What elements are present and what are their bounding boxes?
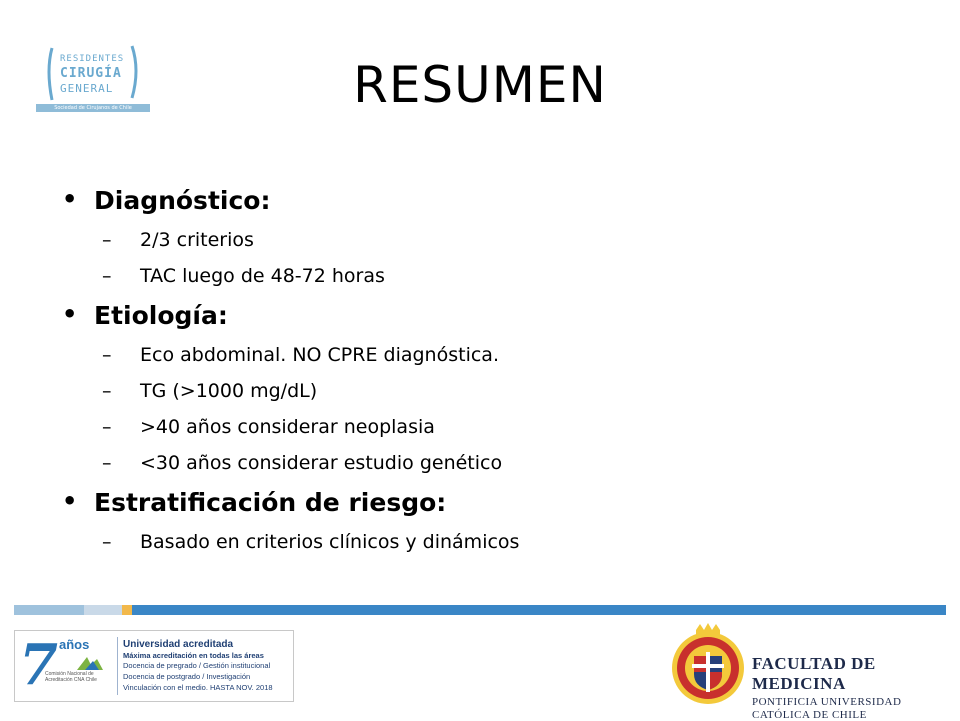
logo-line-3: GENERAL <box>60 82 114 95</box>
section-heading-text: Estratificación de riesgo: <box>94 488 447 517</box>
accreditation-line-3: Docencia de pregrado / Gestión institucional <box>123 661 271 670</box>
list-item <box>56 229 896 251</box>
university-name-block <box>752 654 960 721</box>
list-item-text: <30 años considerar estudio genético <box>140 452 503 474</box>
university-name-line-2: CATÓLICA DE CHILE <box>752 709 867 721</box>
list-item <box>56 380 896 402</box>
slide-content <box>56 172 896 553</box>
cna-logo-icon <box>75 655 105 671</box>
list-item-text: Basado en criterios clínicos y dinámicos <box>140 531 520 553</box>
list-item <box>56 452 896 474</box>
list-item <box>56 344 896 366</box>
bullet-icon: • <box>62 300 78 328</box>
section-heading-text: Etiología: <box>94 301 228 330</box>
dash-icon: – <box>102 344 112 366</box>
uc-seal-icon <box>670 622 746 710</box>
logo-line-2: CIRUGÍA <box>60 66 122 81</box>
logo-tagline: Sociedad de Cirujanos de Chile <box>54 105 132 111</box>
list-item-text: >40 años considerar neoplasia <box>140 416 435 438</box>
accreditation-line-5: Vinculación con el medio. HASTA NOV. 2018 <box>123 683 273 692</box>
accreditation-agency: Comisión Nacional de Acreditación CNA Chile <box>45 671 97 683</box>
bullet-icon: • <box>62 487 78 515</box>
footer-bar-segment <box>132 605 946 615</box>
list-item <box>56 416 896 438</box>
accreditation-line-2: Máxima acreditación en todas las áreas <box>123 651 264 660</box>
faculty-name: FACULTAD DE MEDICINA <box>752 654 876 693</box>
list-item <box>56 531 896 553</box>
dash-icon: – <box>102 416 112 438</box>
list-item-text: TAC luego de 48-72 horas <box>140 265 385 287</box>
accreditation-line-1: Universidad acreditada <box>123 639 234 650</box>
list-item-text: 2/3 criterios <box>140 229 254 251</box>
logo-line-1: RESIDENTES <box>60 54 125 64</box>
list-item-text: TG (>1000 mg/dL) <box>140 380 318 402</box>
bullet-icon: • <box>62 185 78 213</box>
dash-icon: – <box>102 265 112 287</box>
dash-icon: – <box>102 380 112 402</box>
accreditation-line-4: Docencia de postgrado / Investigación <box>123 672 251 681</box>
section-heading-diagnostico <box>56 186 896 215</box>
university-name-line-1: PONTIFICIA UNIVERSIDAD <box>752 696 902 708</box>
accreditation-years-number: 7 <box>19 632 58 698</box>
section-heading-text: Diagnóstico: <box>94 186 271 215</box>
list-item <box>56 265 896 287</box>
dash-icon: – <box>102 531 112 553</box>
footer-bar-segment <box>122 605 132 615</box>
badge-divider <box>117 637 118 695</box>
footer-bar-segment <box>84 605 122 615</box>
slide-title: RESUMEN <box>353 56 607 114</box>
accreditation-badge <box>14 630 294 702</box>
footer-bar-segment <box>14 605 84 615</box>
section-heading-estratificacion <box>56 488 896 517</box>
dash-icon: – <box>102 229 112 251</box>
accreditation-years-unit: años <box>59 637 90 652</box>
footer-divider-bar <box>14 605 946 615</box>
list-item-text: Eco abdominal. NO CPRE diagnóstica. <box>140 344 499 366</box>
dash-icon: – <box>102 452 112 474</box>
section-heading-etiologia <box>56 301 896 330</box>
